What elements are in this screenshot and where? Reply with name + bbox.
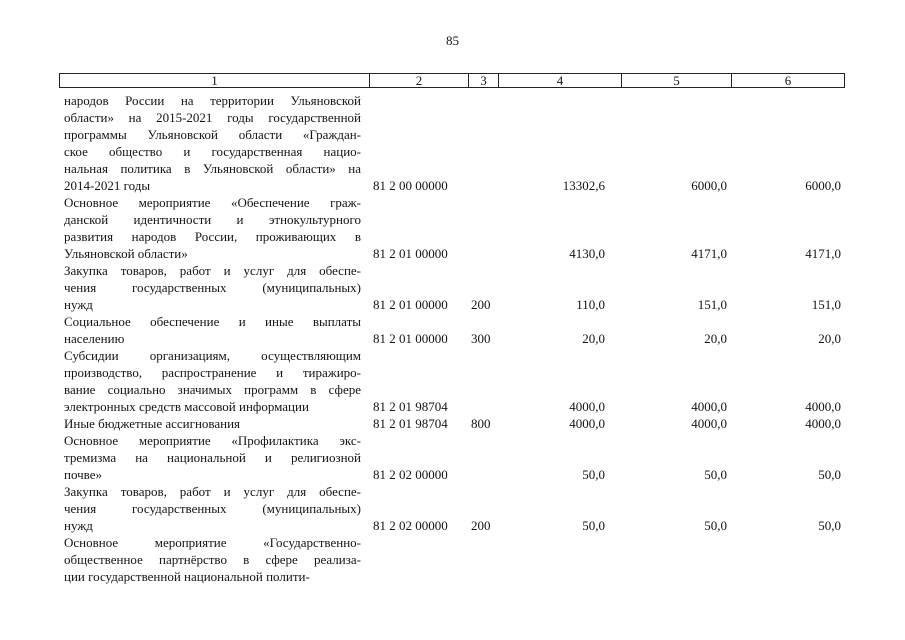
description-line: Закупка товаров, работ и услуг для обеспе- [64, 484, 361, 499]
description-line: чения государственных (муниципальных) [64, 501, 361, 516]
row-code: 81 2 01 00000 [373, 297, 448, 312]
row-value-col-4: 50,0 [582, 518, 605, 533]
row-description [64, 534, 361, 585]
description-line: Основное мероприятие «Профилактика экс- [64, 433, 361, 448]
description-line: 2014-2021 годы [64, 178, 151, 193]
description-line: развития народов России, проживающих в [64, 229, 361, 244]
row-code: 81 2 01 98704 [373, 399, 448, 414]
header-col-4: 4 [499, 74, 622, 87]
header-col-6: 6 [784, 73, 792, 88]
row-value-col-5: 20,0 [704, 331, 727, 346]
page-number: 85 [446, 33, 459, 48]
row-value-col-4: 20,0 [582, 331, 605, 346]
description-line: почве» [64, 467, 102, 482]
row-value-col-5: 6000,0 [691, 178, 727, 193]
row-code: 81 2 00 00000 [373, 178, 448, 193]
row-code: 81 2 01 00000 [373, 246, 448, 261]
row-value-col-5: 4171,0 [691, 246, 727, 261]
row-code: 81 2 01 98704 [373, 416, 448, 431]
description-line: Социальное обеспечение и иные выплаты [64, 314, 361, 329]
description-line: Ульяновской области» [64, 246, 188, 261]
description-line: Основное мероприятие «Государственно- [64, 535, 361, 550]
row-value-col-5: 4000,0 [691, 399, 727, 414]
description-line: ции государственной национальной полити- [64, 569, 310, 584]
description-line: Основное мероприятие «Обеспечение граж- [64, 195, 361, 210]
row-value-col-4: 50,0 [582, 467, 605, 482]
description-line: вание социально значимых программ в сфере [64, 382, 361, 397]
row-expense-type: 300 [471, 331, 491, 346]
row-description [64, 313, 361, 347]
description-line: нужд [64, 518, 93, 533]
header-col-5: 5 [622, 74, 732, 87]
table-header [59, 73, 845, 88]
row-expense-type: 200 [471, 518, 491, 533]
description-line: производство, распространение и тиражиро- [64, 365, 361, 380]
row-description [64, 194, 361, 262]
header-col-2: 2 [370, 74, 469, 87]
row-value-col-4: 13302,6 [562, 178, 605, 193]
description-line: Иные бюджетные ассигнования [64, 416, 241, 431]
row-value-col-5: 151,0 [697, 297, 727, 312]
row-code: 81 2 02 00000 [373, 467, 448, 482]
row-value-col-5: 4000,0 [691, 416, 727, 431]
row-code: 81 2 01 00000 [373, 331, 448, 346]
row-value-col-4: 110,0 [576, 297, 605, 312]
row-description [64, 415, 361, 432]
row-description [64, 92, 361, 194]
row-description [64, 483, 361, 534]
row-value-col-4: 4000,0 [569, 399, 605, 414]
description-line: чения государственных (муниципальных) [64, 280, 361, 295]
description-line: населению [64, 331, 125, 346]
description-line: тремизма на национальной и религиозной [64, 450, 361, 465]
description-line: данской идентичности и этнокультурного [64, 212, 361, 227]
description-line: программы Ульяновской области «Граждан- [64, 127, 361, 142]
row-value-col-6: 151,0 [811, 297, 841, 312]
header-col-3: 3 [469, 74, 499, 87]
description-line: ское общество и государственная нацио- [64, 144, 361, 159]
row-expense-type: 200 [471, 297, 491, 312]
row-value-col-6: 20,0 [818, 331, 841, 346]
row-description [64, 262, 361, 313]
row-description [64, 347, 361, 415]
row-value-col-6: 4000,0 [805, 416, 841, 431]
row-value-col-6: 50,0 [818, 518, 841, 533]
description-line: нальная политика в Ульяновской области» на [64, 161, 361, 176]
row-value-col-5: 50,0 [704, 518, 727, 533]
row-expense-type: 800 [471, 416, 491, 431]
row-value-col-5: 50,0 [704, 467, 727, 482]
description-line: Субсидии организациям, осуществляющим [64, 348, 361, 363]
description-line: народов России на территории Ульяновской [64, 93, 361, 108]
description-line: общественное партнёрство в сфере реализа- [64, 552, 361, 567]
description-line: нужд [64, 297, 93, 312]
row-value-col-4: 4130,0 [569, 246, 605, 261]
header-col-1: 1 [60, 74, 370, 87]
row-value-col-6: 6000,0 [805, 178, 841, 193]
row-code: 81 2 02 00000 [373, 518, 448, 533]
row-value-col-6: 4000,0 [805, 399, 841, 414]
description-line: Закупка товаров, работ и услуг для обеспе- [64, 263, 361, 278]
description-line: электронных средств массовой информации [64, 399, 309, 414]
row-value-col-4: 4000,0 [569, 416, 605, 431]
row-value-col-6: 50,0 [818, 467, 841, 482]
row-value-col-6: 4171,0 [805, 246, 841, 261]
row-description [64, 432, 361, 483]
description-line: области» на 2015-2021 годы государственной [64, 110, 361, 125]
